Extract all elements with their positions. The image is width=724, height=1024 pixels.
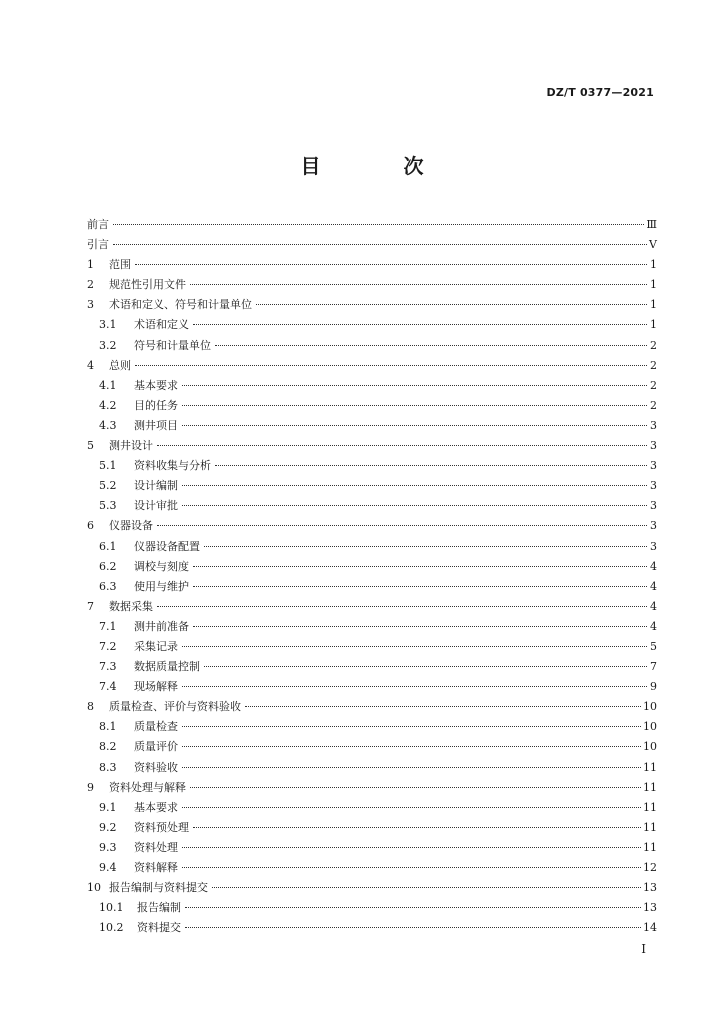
toc-leader-dots	[135, 365, 647, 366]
toc-entry-number: 4	[87, 358, 94, 372]
toc-entry-title: 仪器设备	[109, 519, 153, 533]
toc-entry-title: 采集记录	[134, 639, 178, 653]
toc-entry-title: 资料预处理	[134, 820, 189, 834]
toc-entry-page: 3	[650, 479, 657, 493]
toc-leader-dots	[182, 767, 641, 768]
toc-entry-title: 调校与刻度	[134, 559, 189, 573]
toc-entry-page: 3	[650, 439, 657, 453]
toc-entry[interactable]	[87, 758, 657, 778]
toc-entry[interactable]	[87, 416, 657, 436]
toc-entry-title: 数据质量控制	[134, 660, 200, 674]
toc-entry[interactable]	[87, 898, 657, 918]
toc-entry-page: 5	[650, 639, 657, 653]
toc-entry[interactable]	[87, 376, 657, 396]
toc-entry-page: 11	[643, 800, 657, 814]
toc-entry-title: 术语和定义	[134, 318, 189, 332]
toc-leader-dots	[182, 847, 641, 848]
toc-entry[interactable]	[87, 617, 657, 637]
toc-leader-dots	[212, 887, 641, 888]
toc-entry-title: 引言	[87, 238, 109, 252]
toc-entry-title: 前言	[87, 218, 109, 231]
toc-entry-title: 设计编制	[134, 479, 178, 493]
toc-leader-dots	[193, 586, 647, 587]
toc-entry[interactable]	[87, 356, 657, 376]
toc-entry-number: 10	[87, 881, 101, 895]
toc-entry-number: 6.3	[99, 579, 117, 593]
toc-entry-page: 11	[643, 840, 657, 854]
toc-entry-page: 13	[643, 881, 657, 895]
toc-entry-page: 14	[643, 921, 657, 935]
toc-entry-title: 使用与维护	[134, 579, 189, 593]
toc-entry-number: 1	[87, 258, 94, 272]
toc-entry-number: 9.1	[99, 800, 117, 814]
toc-entry[interactable]	[87, 516, 657, 536]
toc-entry-number: 6.1	[99, 539, 117, 553]
toc-entry-title: 资料验收	[134, 760, 178, 774]
toc-entry-page: 2	[650, 338, 657, 352]
toc-entry-page: 2	[650, 378, 657, 392]
toc-entry-page: 1	[650, 318, 657, 332]
toc-entry-number: 6.2	[99, 559, 117, 573]
toc-entry-page: 10	[643, 740, 657, 754]
toc-entry[interactable]	[87, 235, 657, 255]
toc-entry-title: 测井前准备	[134, 619, 189, 633]
toc-entry[interactable]	[87, 878, 657, 898]
toc-leader-dots	[185, 907, 641, 908]
toc-entry-number: 8	[87, 700, 94, 714]
toc-entry-title: 报告编制	[137, 901, 181, 915]
toc-entry-title: 资料收集与分析	[134, 459, 211, 473]
toc-entry[interactable]	[87, 597, 657, 617]
toc-leader-dots	[182, 425, 647, 426]
toc-leader-dots	[193, 626, 647, 627]
toc-leader-dots	[204, 666, 647, 667]
toc-leader-dots	[193, 566, 647, 567]
toc-leader-dots	[182, 385, 647, 386]
toc-entry-page: Ⅲ	[646, 218, 657, 231]
toc-entry[interactable]	[87, 476, 657, 496]
toc-leader-dots	[182, 807, 641, 808]
toc-entry[interactable]	[87, 637, 657, 657]
toc-entry-page: 3	[650, 459, 657, 473]
table-of-contents	[87, 215, 657, 938]
toc-entry[interactable]	[87, 918, 657, 938]
toc-entry[interactable]	[87, 557, 657, 577]
toc-entry-page: Ⅴ	[649, 238, 657, 252]
toc-leader-dots	[190, 284, 647, 285]
toc-entry-number: 9	[87, 780, 94, 794]
toc-entry-page: 11	[643, 760, 657, 774]
toc-entry-page: 9	[650, 680, 657, 694]
toc-entry-page: 4	[650, 599, 657, 613]
toc-entry-page: 4	[650, 619, 657, 633]
toc-entry-number: 7.4	[99, 680, 117, 694]
toc-leader-dots	[185, 927, 641, 928]
toc-entry-page: 3	[650, 499, 657, 513]
toc-entry[interactable]	[87, 717, 657, 737]
toc-entry-page: 3	[650, 519, 657, 533]
toc-entry-number: 4.1	[99, 378, 117, 392]
toc-entry-number: 7.2	[99, 639, 117, 653]
toc-entry-title: 目的任务	[134, 398, 178, 412]
toc-entry-title: 资料处理与解释	[109, 780, 186, 794]
toc-leader-dots	[113, 224, 644, 225]
toc-entry[interactable]	[87, 215, 657, 235]
toc-entry[interactable]	[87, 336, 657, 356]
toc-entry[interactable]	[87, 436, 657, 456]
toc-entry-title: 范围	[109, 258, 131, 272]
toc-entry-page: 1	[650, 258, 657, 272]
toc-leader-dots	[182, 405, 647, 406]
toc-entry-title: 质量检查、评价与资料验收	[109, 700, 241, 714]
toc-entry-title: 资料提交	[137, 921, 181, 935]
toc-entry-number: 10.1	[99, 901, 124, 915]
toc-entry-page: 10	[643, 720, 657, 734]
toc-entry-page: 2	[650, 398, 657, 412]
toc-entry[interactable]	[87, 697, 657, 717]
toc-leader-dots	[182, 485, 647, 486]
toc-entry-number: 6	[87, 519, 94, 533]
toc-entry-title: 资料处理	[134, 840, 178, 854]
toc-entry-number: 9.2	[99, 820, 117, 834]
toc-entry-title: 测井项目	[134, 418, 178, 432]
toc-entry[interactable]	[87, 677, 657, 697]
toc-entry[interactable]	[87, 798, 657, 818]
toc-entry-title: 设计审批	[134, 499, 178, 513]
toc-leader-dots	[215, 345, 647, 346]
toc-entry-page: 7	[650, 660, 657, 674]
toc-leader-dots	[182, 505, 647, 506]
toc-entry[interactable]	[87, 577, 657, 597]
toc-entry-page: 11	[643, 820, 657, 834]
toc-entry-number: 8.3	[99, 760, 117, 774]
page-title: 目 次	[300, 154, 462, 178]
toc-leader-dots	[215, 465, 647, 466]
toc-entry-title: 仪器设备配置	[134, 539, 200, 553]
toc-entry-page: 4	[650, 579, 657, 593]
toc-entry-number: 7.1	[99, 619, 117, 633]
toc-entry-number: 3	[87, 298, 94, 312]
toc-entry-page: 2	[650, 358, 657, 372]
toc-entry-page: 1	[650, 278, 657, 292]
toc-entry[interactable]	[87, 396, 657, 416]
toc-entry-page: 10	[643, 700, 657, 714]
toc-entry-title: 规范性引用文件	[109, 278, 186, 292]
toc-leader-dots	[157, 606, 647, 607]
toc-entry[interactable]	[87, 657, 657, 677]
toc-entry-page: 3	[650, 418, 657, 432]
toc-entry-page: 4	[650, 559, 657, 573]
toc-leader-dots	[157, 445, 647, 446]
toc-entry[interactable]	[87, 858, 657, 878]
toc-entry[interactable]	[87, 456, 657, 476]
toc-entry-number: 5.3	[99, 499, 117, 513]
toc-leader-dots	[193, 827, 641, 828]
toc-leader-dots	[182, 686, 647, 687]
toc-entry-number: 5.2	[99, 479, 117, 493]
toc-entry-number: 7	[87, 599, 94, 613]
toc-leader-dots	[113, 244, 647, 245]
toc-entry-title: 质量评价	[134, 740, 178, 754]
toc-entry[interactable]	[87, 818, 657, 838]
toc-entry-title: 基本要求	[134, 378, 178, 392]
toc-leader-dots	[182, 726, 641, 727]
toc-leader-dots	[182, 646, 647, 647]
toc-entry-title: 资料解释	[134, 861, 178, 874]
toc-entry[interactable]	[87, 737, 657, 757]
toc-leader-dots	[190, 787, 641, 788]
toc-leader-dots	[182, 867, 641, 868]
toc-entry-page: 12	[643, 861, 657, 874]
toc-leader-dots	[193, 324, 647, 325]
toc-entry[interactable]	[87, 537, 657, 557]
toc-leader-dots	[182, 746, 641, 747]
toc-entry[interactable]	[87, 295, 657, 315]
page-number: Ⅰ	[641, 942, 646, 956]
toc-entry-number: 4.2	[99, 398, 117, 412]
toc-entry-number: 7.3	[99, 660, 117, 674]
toc-entry-title: 术语和定义、符号和计量单位	[109, 298, 252, 312]
toc-entry-number: 8.1	[99, 720, 117, 734]
toc-entry-number: 4.3	[99, 418, 117, 432]
toc-leader-dots	[256, 304, 647, 305]
toc-entry-page: 3	[650, 539, 657, 553]
toc-entry-title: 质量检查	[134, 720, 178, 734]
toc-entry-number: 9.4	[99, 861, 117, 874]
toc-entry-title: 基本要求	[134, 800, 178, 814]
toc-entry-number: 3.1	[99, 318, 117, 332]
toc-entry-title: 数据采集	[109, 599, 153, 613]
toc-entry[interactable]	[87, 838, 657, 858]
toc-entry-title: 测井设计	[109, 439, 153, 453]
toc-entry-page: 1	[650, 298, 657, 312]
toc-entry-number: 8.2	[99, 740, 117, 754]
toc-leader-dots	[245, 706, 641, 707]
toc-entry-page: 11	[643, 780, 657, 794]
toc-entry-title: 报告编制与资料提交	[109, 881, 208, 895]
toc-entry[interactable]	[87, 315, 657, 335]
toc-entry-number: 9.3	[99, 840, 117, 854]
toc-entry[interactable]	[87, 778, 657, 798]
toc-entry-page: 13	[643, 901, 657, 915]
toc-leader-dots	[157, 525, 647, 526]
toc-entry-number: 5.1	[99, 459, 117, 473]
toc-entry-number: 10.2	[99, 921, 124, 935]
toc-entry-number: 5	[87, 439, 94, 453]
toc-leader-dots	[204, 546, 647, 547]
toc-entry-title: 总则	[109, 358, 131, 372]
toc-entry-number: 2	[87, 278, 94, 292]
standard-code: DZ/T 0377—2021	[546, 86, 654, 99]
toc-entry-number: 3.2	[99, 338, 117, 352]
toc-entry[interactable]	[87, 275, 657, 295]
toc-entry[interactable]	[87, 255, 657, 275]
toc-entry[interactable]	[87, 496, 657, 516]
toc-entry-title: 符号和计量单位	[134, 338, 211, 352]
toc-entry-title: 现场解释	[134, 680, 178, 694]
toc-leader-dots	[135, 264, 647, 265]
